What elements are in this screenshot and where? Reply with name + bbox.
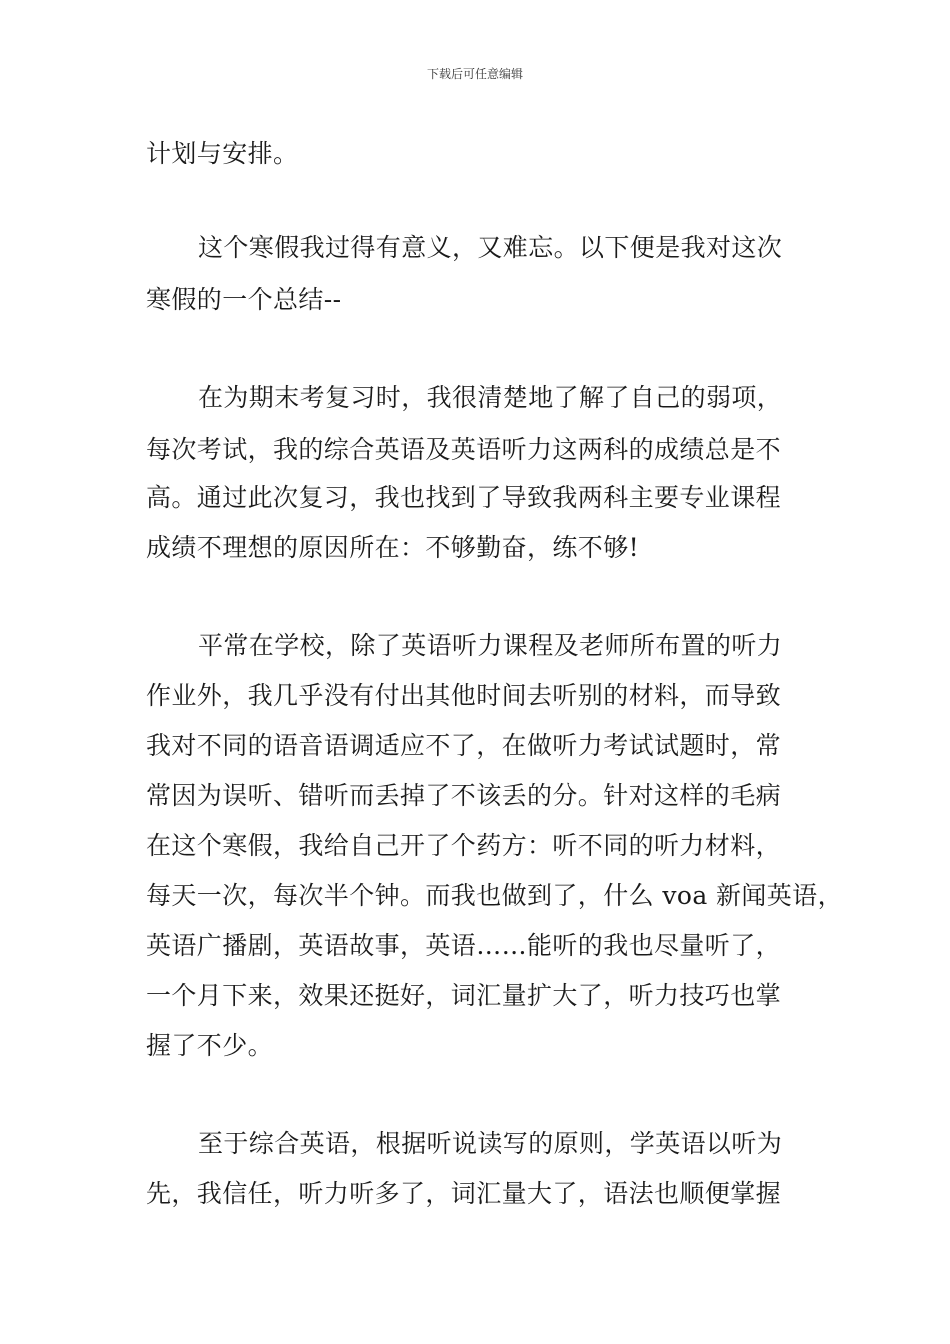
text-line: 计划与安排。 [146, 139, 299, 168]
text-line: 高。通过此次复习，我也找到了导致我两科主要专业课程 [146, 483, 782, 512]
text-line: 握了不少。 [146, 1031, 274, 1060]
text-line: 每天一次，每次半个钟。而我也做到了，什么 voa 新闻英语， [146, 881, 843, 910]
paragraph-first-line: 平常在学校，除了英语听力课程及老师所布置的听力 [198, 631, 783, 660]
page-header: 下载后可任意编辑 [426, 67, 523, 81]
text-line: 寒假的一个总结-- [146, 285, 342, 314]
text-line: 英语广播剧，英语故事，英语……能听的我也尽量听了， [146, 931, 782, 960]
text-line: 成绩不理想的原因所在：不够勤奋，练不够! [146, 533, 640, 562]
text-line: 在这个寒假，我给自己开了个药方：听不同的听力材料， [146, 831, 782, 860]
text-line: 作业外，我几乎没有付出其他时间去听别的材料，而导致 [146, 681, 782, 710]
paragraph-first-line: 至于综合英语，根据听说读写的原则，学英语以听为 [198, 1129, 783, 1158]
text-line: 先，我信任，听力听多了，词汇量大了，语法也顺便掌握 [146, 1179, 782, 1208]
text-line: 一个月下来，效果还挺好，词汇量扩大了，听力技巧也掌 [146, 981, 782, 1010]
text-line: 每次考试，我的综合英语及英语听力这两科的成绩总是不 [146, 435, 782, 464]
text-line: 常因为误听、错听而丢掉了不该丢的分。针对这样的毛病 [146, 781, 782, 810]
paragraph-first-line: 在为期末考复习时，我很清楚地了解了自己的弱项， [198, 383, 783, 412]
paragraph-first-line: 这个寒假我过得有意义，又难忘。以下便是我对这次 [198, 233, 783, 262]
text-line: 我对不同的语音语调适应不了，在做听力考试试题时，常 [146, 731, 782, 760]
